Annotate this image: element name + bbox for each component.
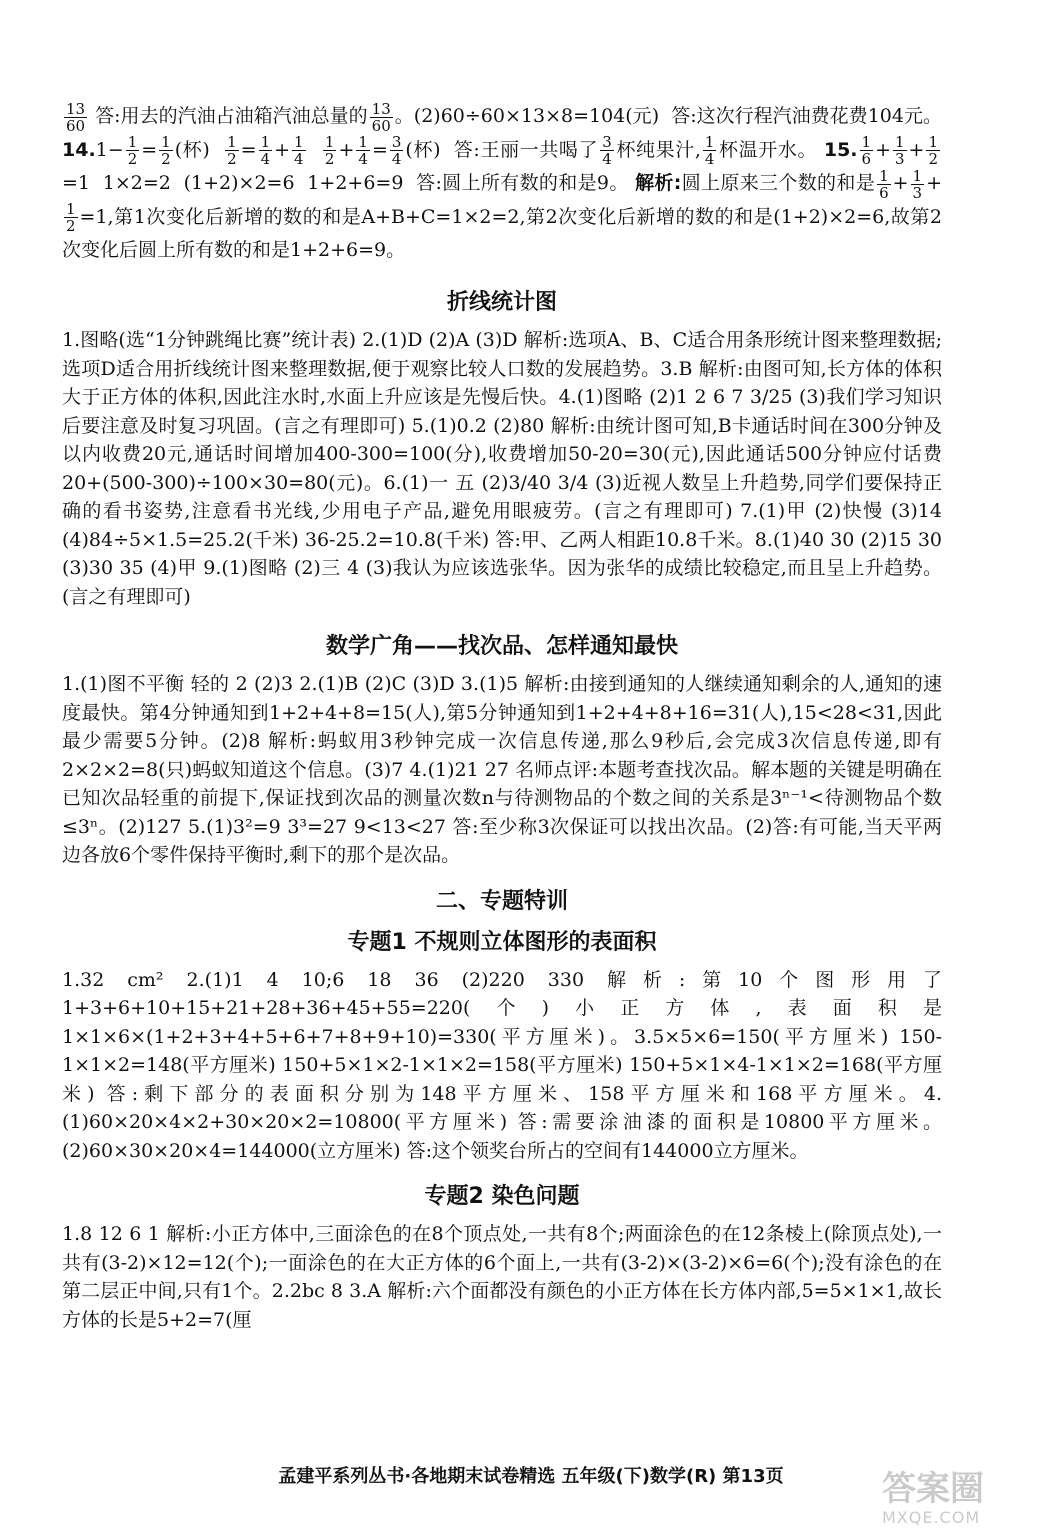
page-footer: 孟建平系列丛书·各地期末试卷精选 五年级(下)数学(R) 第13页	[278, 1466, 784, 1487]
answer-block-surface-area: 1.32 cm² 2.(1)1 4 10;6 18 36 (2)220 330 解析:第10个图形用了1+3+6+10+15+21+28+36+45+55=220(个)小正方体,表面积是1×1×6×(1+2+3+4+5+6+7+8+9+10)=330(平方厘米)。3.5×5×6=150(平方厘米) 150-1×1×2=148(平方厘米) 150+5×1×2-1×1×2=158(平方厘米) 150+5×1×4-1×1×2=168(平方厘米) 答:剩下部分的表面积分别为148平方厘米、158平方厘米和168平方厘米。4.(1)60×20×4×2+30×20×2=10800(平方厘米) 答:需要涂油漆的面积是10800平方厘米。(2)60×30×20×4=144000(立方厘米) 答:这个领奖台所占的空间有144000立方厘米。	[62, 968, 942, 1162]
watermark-text: 答案圈	[882, 1469, 984, 1509]
watermark-logo	[882, 1470, 1042, 1530]
section-heading-special-training: 二、专题特训	[435, 888, 568, 914]
answer-block-line-chart: 1.图略(选“1分钟跳绳比赛”统计表) 2.(1)D (2)A (3)D 解析:选项A、B、C适合用条形统计图来整理数据;选项D适合用折线统计图来整理数据,便于观察比较人口数的发展趋势。3.B 解析:由图可知,长方体的体积大于正方体的体积,因此注水时,水面上升应该是先慢后快。4.(1)图略 (2)1 2 6 7 3/25 (3)我们学习知识后要注意及时复习巩固。(言之有理即可) 5.(1)0.2 (2)80 解析:由统计图可知,B卡通话时间在300分钟及以内收费20元,通话时间增加400-300=100(分),收费增加50-20=30(元),因此通话500分钟应付话费20+(500-300)÷100×30=80(元)。6.(1)一 五 (2)3/40 3/4 (3)近视人数呈上升趋势,同学们要保持正确的看书姿势,注意看书光线,少用电子产品,避免用眼疲劳。(言之有理即可) 7.(1)甲 (2)快慢 (3)14 (4)84÷5×1.5=25.2(千米) 36-25.2=10.8(千米) 答:甲、乙两人相距10.8千米。8.(1)40 30 (2)15 30 (3)30 35 (4)甲 9.(1)图略 (2)三 4 (3)我认为应该选张华。因为张华的成绩比较稳定,而且呈上升趋势。(言之有理即可)	[62, 329, 942, 608]
section-heading-math-corner: 数学广角——找次品、怎样通知最快	[325, 634, 678, 659]
answer-block-fractions: $\frac{13}{60}$ 答:用去的汽油占油箱汽油总量的 $\frac{13}{60}$ 。(2)60÷60×13×8=104(元) 答:这次行程汽油费花费104元。 14.1− $\frac{1}{2}$ = $\frac{1}{2}$ (杯) $\frac{1}{2}$ = $\frac{1}{4}$ + $\frac{1}{4}$ $\frac{1}{2}$ + $\frac{1}{4}$ = $\frac{3}{4}$ (杯) 答:王丽一共喝了 $\frac{3}{4}$ 杯纯果汁, $\frac{1}{4}$ 杯温开水。 15. $\frac{1}{6}$ + $\frac{1}{3}$ + $\frac{1}{2}$ =1 1×2=2 (1+2)×2=6 1+2+6=9 答:圆上所有数的和是9。 解析:圆上原来三个数的和是 $\frac{1}{6}$ + $\frac{1}{3}$ + $\frac{1}{2}$ =1,第1次变化后新增的数的和是A+B+C=1×2=2,第2次变化后新增的数的和是(1+2)×2=6,故第2次变化后圆上所有数的和是1+2+6=9。	[62, 99, 942, 261]
fraction: $\frac{13}{60}$	[66, 99, 86, 135]
answer-page	[62, 100, 942, 1334]
watermark-url: MXQE.COM	[882, 1508, 981, 1527]
topic-heading-coloring: 专题2 染色问题	[424, 1184, 580, 1209]
answer-block-coloring: 1.8 12 6 1 解析:小正方体中,三面涂色的在8个顶点处,一共有8个;两面涂色的在12条棱上(除顶点处),一共有(3-2)×12=12(个);一面涂色的在大正方体的6个面上,一共有(3-2)×(3-2)×6=6(个);没有涂色的在第二层正中间,只有1个。2.2bc 8 3.A 解析:六个面都没有颜色的小正方体在长方体内部,5=5×1×1,故长方体的长是5+2=7(厘	[62, 1223, 942, 1331]
answer-block-math-corner: 1.(1)图不平衡 轻的 2 (2)3 2.(1)B (2)C (3)D 3.(1)5 解析:由接到通知的人继续通知剩余的人,通知的速度最快。第4分钟通知到1+2+4+8=15(人),第5分钟通知到1+2+4+8+16=31(人),15<28<31,因此最少需要5分钟。(2)8 解析:蚂蚁用3秒钟完成一次信息传递,那么9秒后,会完成3次信息传递,即有2×2×2=8(只)蚂蚁知道这个信息。(3)7 4.(1)21 27 名师点评:本题考查找次品。解本题的关键是明确在已知次品轻重的前提下,保证找到次品的测量次数n与待测物品的个数之间的关系是3ⁿ⁻¹<待测物品个数≤3ⁿ。(2)127 5.(1)3²=9 3³=27 9<13<27 答:至少称3次保证可以找出次品。(2)答:有可能,当天平两边各放6个零件保持平衡时,剩下的那个是次品。	[62, 673, 942, 866]
topic-heading-surface-area: 专题1 不规则立体图形的表面积	[347, 929, 657, 955]
section-heading-line-chart: 折线统计图	[446, 290, 557, 315]
fraction: $\frac{13}{60}$	[371, 99, 391, 135]
